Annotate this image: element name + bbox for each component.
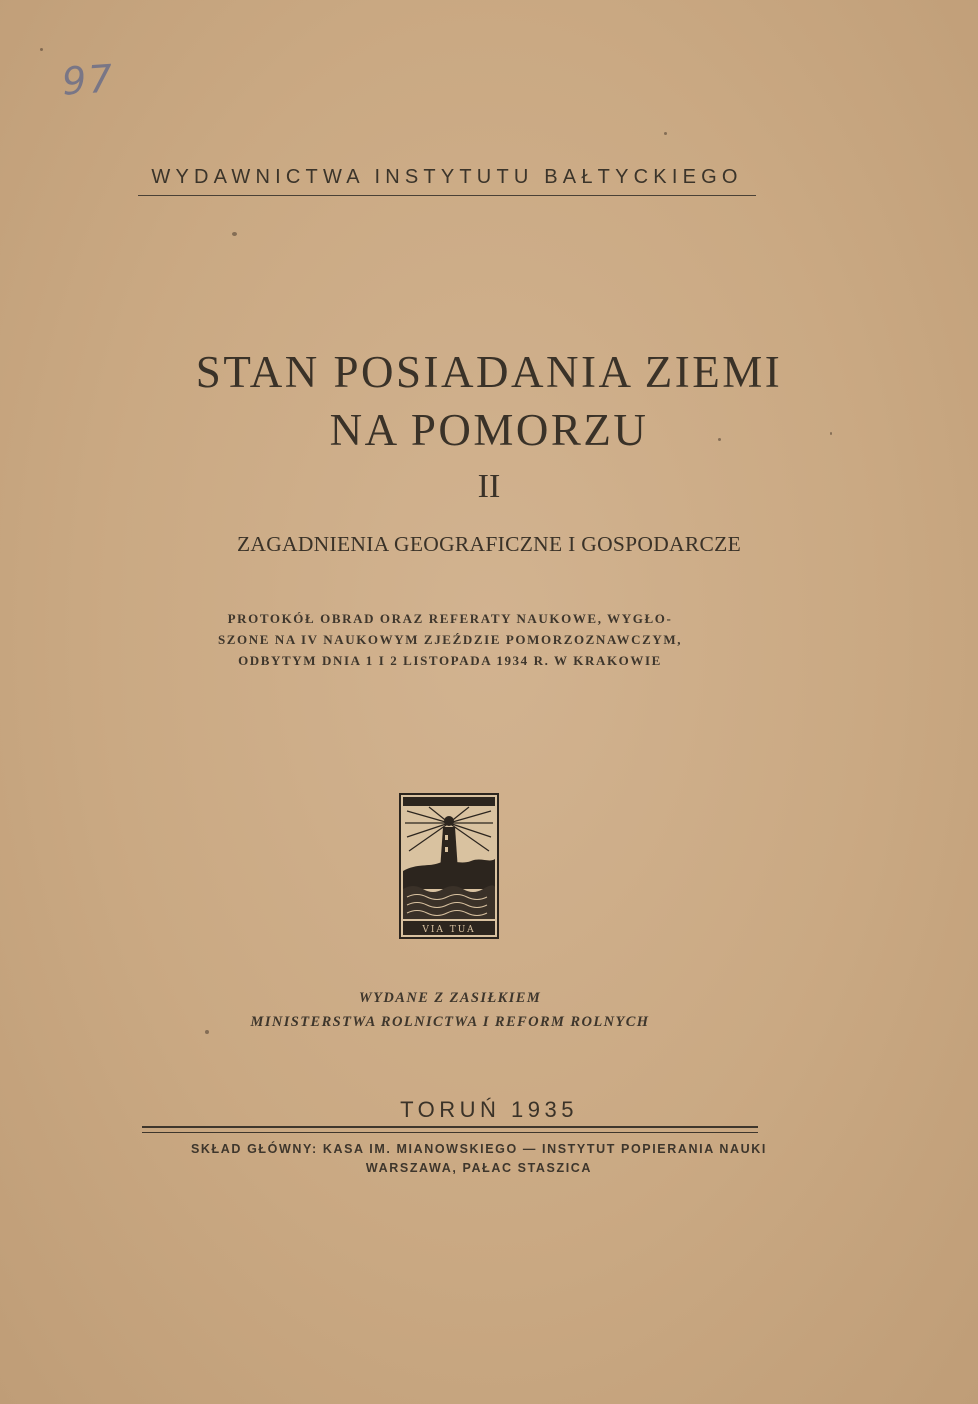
subtitle: ZAGADNIENIA GEOGRAFICZNE I GOSPODARCZE: [236, 532, 742, 556]
grant-line-2: MINISTERSTWA ROLNICTWA I REFORM ROLNYCH: [250, 1014, 650, 1030]
grant-line-1: WYDANE Z ZASIŁKIEM: [358, 990, 542, 1006]
imprint-place-year: TORUŃ 1935: [400, 1097, 578, 1122]
paper-speck: [40, 48, 43, 51]
distribution-line-2: WARSZAWA, PAŁAC STASZICA: [365, 1161, 593, 1175]
distribution-line-1: SKŁAD GŁÓWNY: KASA IM. MIANOWSKIEGO — INSTYTUT POPIERANIA NAUKI: [190, 1142, 768, 1156]
title-line-1: STAN POSIADANIA ZIEMI: [195, 347, 783, 397]
protocol-line-3: ODBYTYM DNIA 1 I 2 LISTOPADA 1934 R. W KRAKOWIE: [238, 653, 662, 668]
series-underline: [138, 195, 756, 196]
grant-note: [100, 986, 800, 1034]
protocol-line-1: PROTOKÓŁ OBRAD ORAZ REFERATY NAUKOWE, WYGŁO-: [227, 611, 673, 626]
distribution-note: [100, 1140, 858, 1178]
paper-speck: [232, 232, 237, 236]
publisher-series: WYDAWNICTWA INSTYTUTU BAŁTYCKIEGO: [151, 166, 743, 188]
volume-number: II: [477, 468, 501, 505]
imprint-rule-thin: [142, 1132, 758, 1133]
paper-speck: [664, 132, 667, 135]
handwritten-shelfmark: 97: [60, 56, 116, 104]
title-line-2: NA POMORZU: [329, 405, 649, 455]
emblem-motto: VIA TUA: [422, 925, 476, 935]
imprint-rule-thick: [142, 1126, 758, 1128]
protocol-line-2: SZONE NA IV NAUKOWYM ZJEŹDZIE POMORZOZNAWCZYM,: [217, 632, 683, 647]
protocol-description: [200, 608, 700, 671]
lighthouse-emblem-icon: [399, 793, 499, 939]
